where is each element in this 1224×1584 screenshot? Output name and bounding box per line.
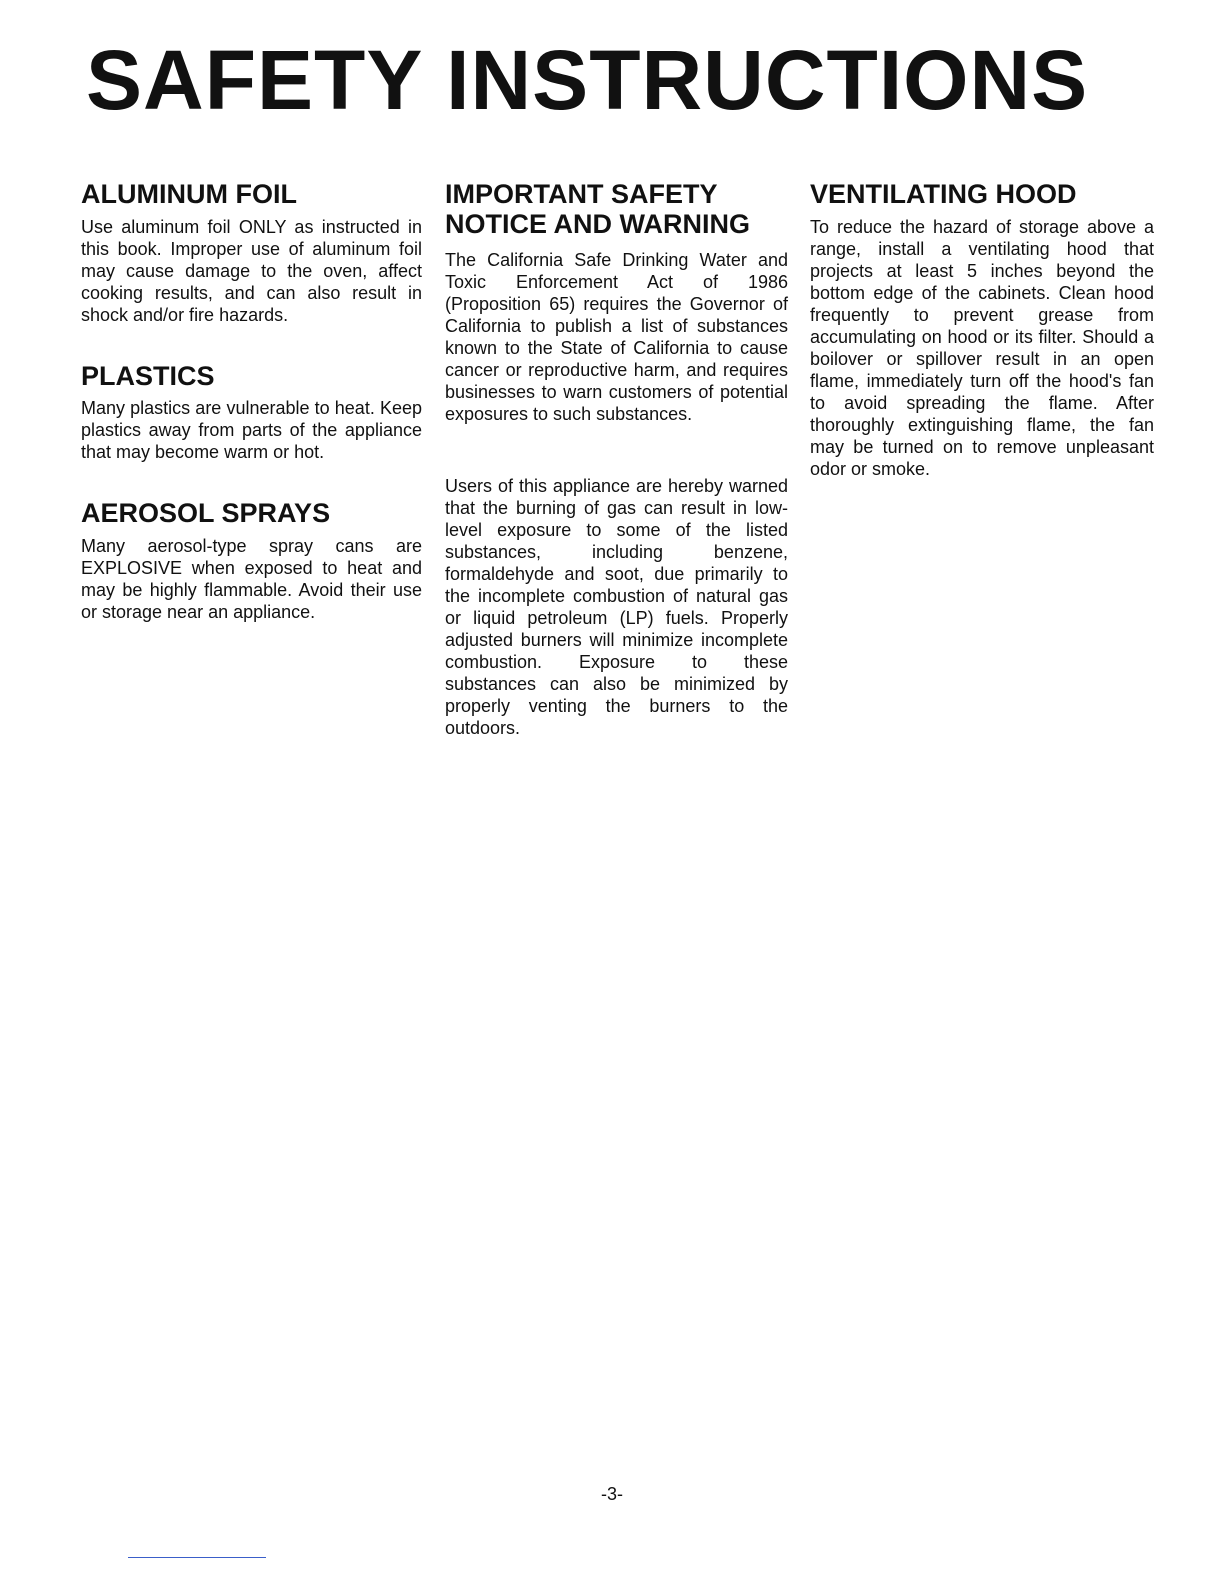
column-left — [81, 180, 422, 623]
page-number: -3- — [601, 1484, 623, 1504]
section-heading-aerosol-sprays: AEROSOL SPRAYS — [81, 498, 331, 529]
section-heading-plastics: PLASTICS — [81, 360, 215, 391]
section-heading-aluminum-foil: ALUMINUM FOIL — [81, 179, 297, 209]
page-title: SAFETY INSTRUCTIONS — [86, 33, 1089, 127]
section-aluminum-foil — [81, 180, 422, 326]
column-middle — [445, 180, 788, 739]
section-body-aerosol-sprays: Many aerosol-type spray cans are EXPLOSIVE when exposed to heat and may be highly flammable. Avoid their use or storage near an appliance. — [81, 536, 422, 623]
section-ventilating-hood — [810, 180, 1154, 480]
footer-rule — [128, 1557, 266, 1558]
section-heading-important-notice: IMPORTANT SAFETY NOTICE AND WARNING — [445, 179, 750, 239]
column-right — [810, 180, 1154, 480]
section-body-aluminum-foil: Use aluminum foil ONLY as instructed in this book. Improper use of aluminum foil may cause damage to the oven, affect cooking results, and can also result in shock and/or fire hazards. — [81, 216, 422, 325]
section-important-notice — [445, 180, 788, 739]
section-plastics — [81, 362, 422, 464]
section-body-ventilating-hood: To reduce the hazard of storage above a range, install a ventilating hood that projects at least 5 inches beyond the bottom edge of the cabinets. Clean hood frequently to prevent grease from accumulating on hood or its filter. Should a boilover or spillover result in an open flame, immediately turn off the hood's fan to avoid spreading the flame. After thoroughly extinguishing flame, the fan may be turned on to remove unpleasant odor or smoke. — [810, 216, 1154, 479]
section-body-plastics: Many plastics are vulnerable to heat. Keep plastics away from parts of the appliance that may become warm or hot. — [81, 398, 422, 463]
section-heading-ventilating-hood: VENTILATING HOOD — [810, 179, 1077, 209]
section-body-important-notice-2: Users of this appliance are hereby warned that the burning of gas can result in low-level exposure to some of the listed substances, including benzene, formaldehyde and soot, due primarily to the incomplete combustion of natural gas or liquid petroleum (LP) fuels. Properly adjusted burners will minimize incomplete combustion. Exposure to these substances can also be minimized by properly venting the burners to the outdoors. — [445, 476, 788, 739]
section-body-important-notice-1: The California Safe Drinking Water and Toxic Enforcement Act of 1986 (Proposition 65) requires the Governor of California to publish a list of substances known to the State of California to cause cancer or reproductive harm, and requires businesses to warn customers of potential exposures to such substances. — [445, 250, 788, 425]
section-aerosol-sprays — [81, 499, 422, 623]
